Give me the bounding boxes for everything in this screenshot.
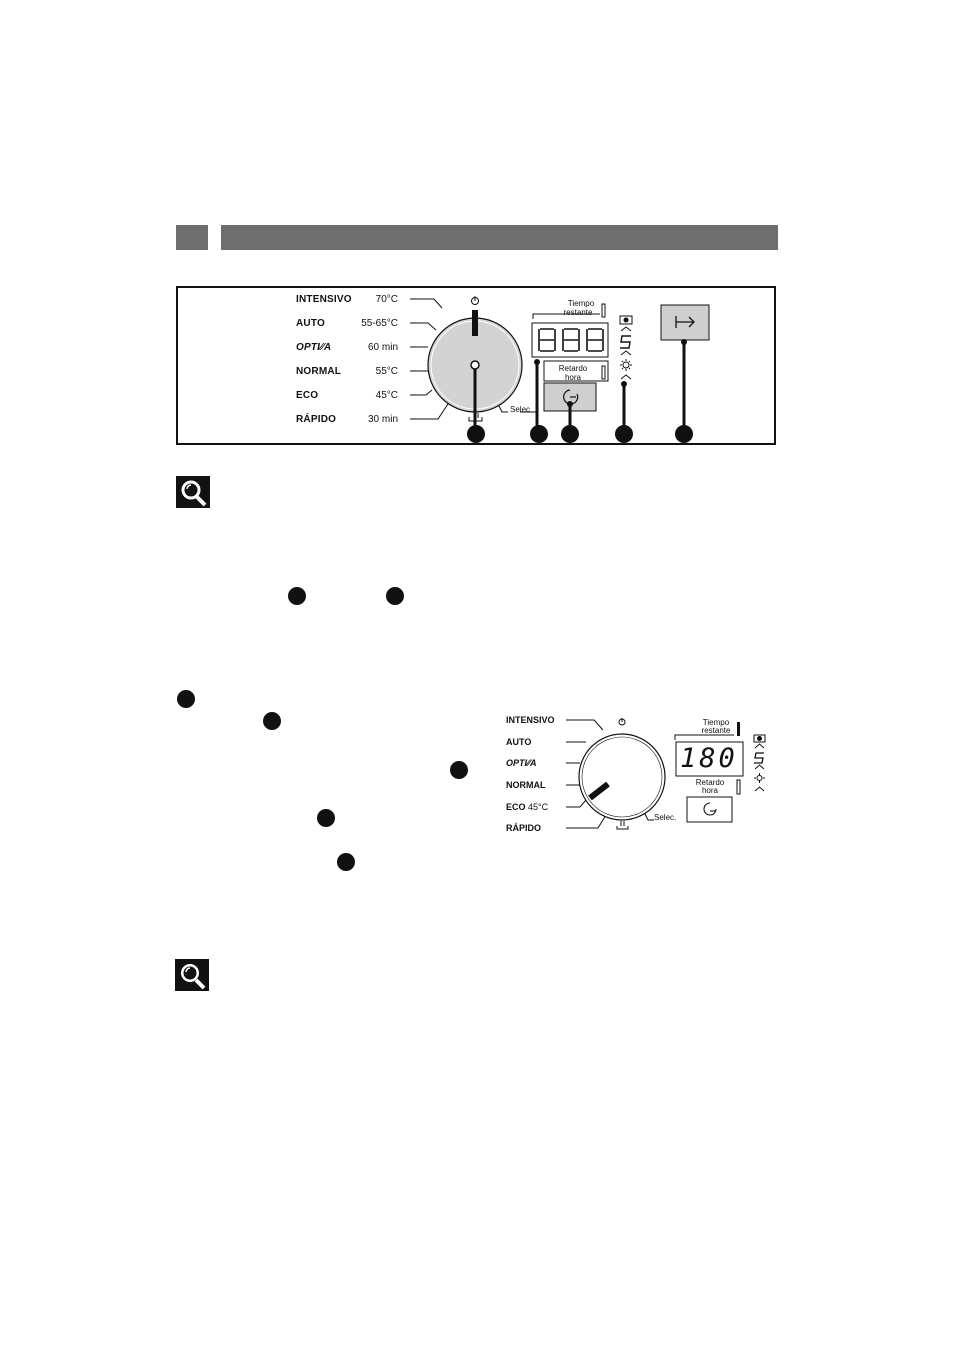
- program-label-normal: NORMAL: [506, 780, 546, 790]
- selec-label: Selec: [510, 405, 531, 414]
- example-delay-button: [687, 797, 732, 822]
- program-value-rapido: 30 min: [367, 414, 398, 425]
- callout-start: [675, 425, 693, 443]
- program-label-opti: OPTI⁄⁄A: [506, 758, 537, 768]
- ref-callout: [337, 853, 355, 871]
- program-value-normal: 55°C: [375, 366, 398, 377]
- program-label-opti: OPTI⁄⁄A: [296, 342, 332, 353]
- program-label-eco: ECO 45°C: [506, 802, 549, 812]
- ref-callout: [317, 809, 335, 827]
- section-marker: [176, 225, 208, 250]
- power-icon: [472, 296, 479, 305]
- salt-icon: [754, 753, 764, 769]
- selec-label: Selec.: [654, 813, 677, 822]
- retardo-label-line2: hora: [564, 373, 581, 382]
- program-label-intensivo: INTENSIVO: [506, 715, 555, 725]
- retardo-label-line1: Retardo: [695, 778, 725, 787]
- rinse-aid-icon: [620, 316, 632, 331]
- retardo-led: [737, 780, 740, 794]
- ref-callout: [177, 690, 195, 708]
- delay-start-button[interactable]: [544, 383, 596, 411]
- ref-callout: [450, 761, 468, 779]
- program-label-eco: ECO: [296, 390, 319, 401]
- tiempo-label-line2: restante: [701, 726, 731, 735]
- program-label-auto: AUTO: [296, 318, 325, 329]
- program-value-auto: 55-65°C: [361, 318, 398, 329]
- program-label-intensivo: INTENSIVO: [296, 294, 352, 305]
- ref-callout: [263, 712, 281, 730]
- example-panel-diagram: [500, 710, 775, 840]
- callout-dial: [467, 425, 485, 443]
- program-value-eco: 45°C: [375, 390, 398, 401]
- tiempo-label-line1: Tiempo: [702, 718, 730, 727]
- ref-callout: [288, 587, 306, 605]
- program-label-normal: NORMAL: [296, 366, 342, 377]
- callout-display: [530, 425, 548, 443]
- sun-icon: [620, 359, 632, 379]
- magnifier-icon: [176, 476, 210, 508]
- salt-icon: [620, 336, 631, 355]
- program-dial-knob[interactable]: [428, 318, 524, 414]
- retardo-label-line2: hora: [701, 786, 718, 795]
- tiempo-label-line1: Tiempo: [567, 299, 595, 308]
- control-panel-diagram: [176, 286, 776, 445]
- tiempo-label-line2: restante: [563, 308, 593, 317]
- retardo-label-line1: Retardo: [558, 364, 588, 373]
- magnifier-icon: [175, 959, 209, 991]
- section-header-bar: [221, 225, 778, 250]
- program-label-rapido: RÁPIDO: [506, 823, 542, 833]
- rinse-aid-icon: [754, 735, 765, 748]
- program-value-intensivo: 70°C: [375, 294, 398, 305]
- power-icon: [619, 718, 625, 725]
- program-value-opti: 60 min: [367, 342, 398, 353]
- program-label-rapido: RÁPIDO: [296, 414, 337, 425]
- start-button[interactable]: [661, 305, 709, 340]
- drain-icon: [617, 821, 628, 829]
- example-dial: [579, 734, 665, 820]
- example-display-value: 180: [680, 743, 738, 774]
- ref-callout: [386, 587, 404, 605]
- callout-indicators: [615, 425, 633, 443]
- program-label-auto: AUTO: [506, 737, 532, 747]
- sun-icon: [754, 773, 765, 791]
- callout-delay: [561, 425, 579, 443]
- tiempo-led: [602, 304, 605, 317]
